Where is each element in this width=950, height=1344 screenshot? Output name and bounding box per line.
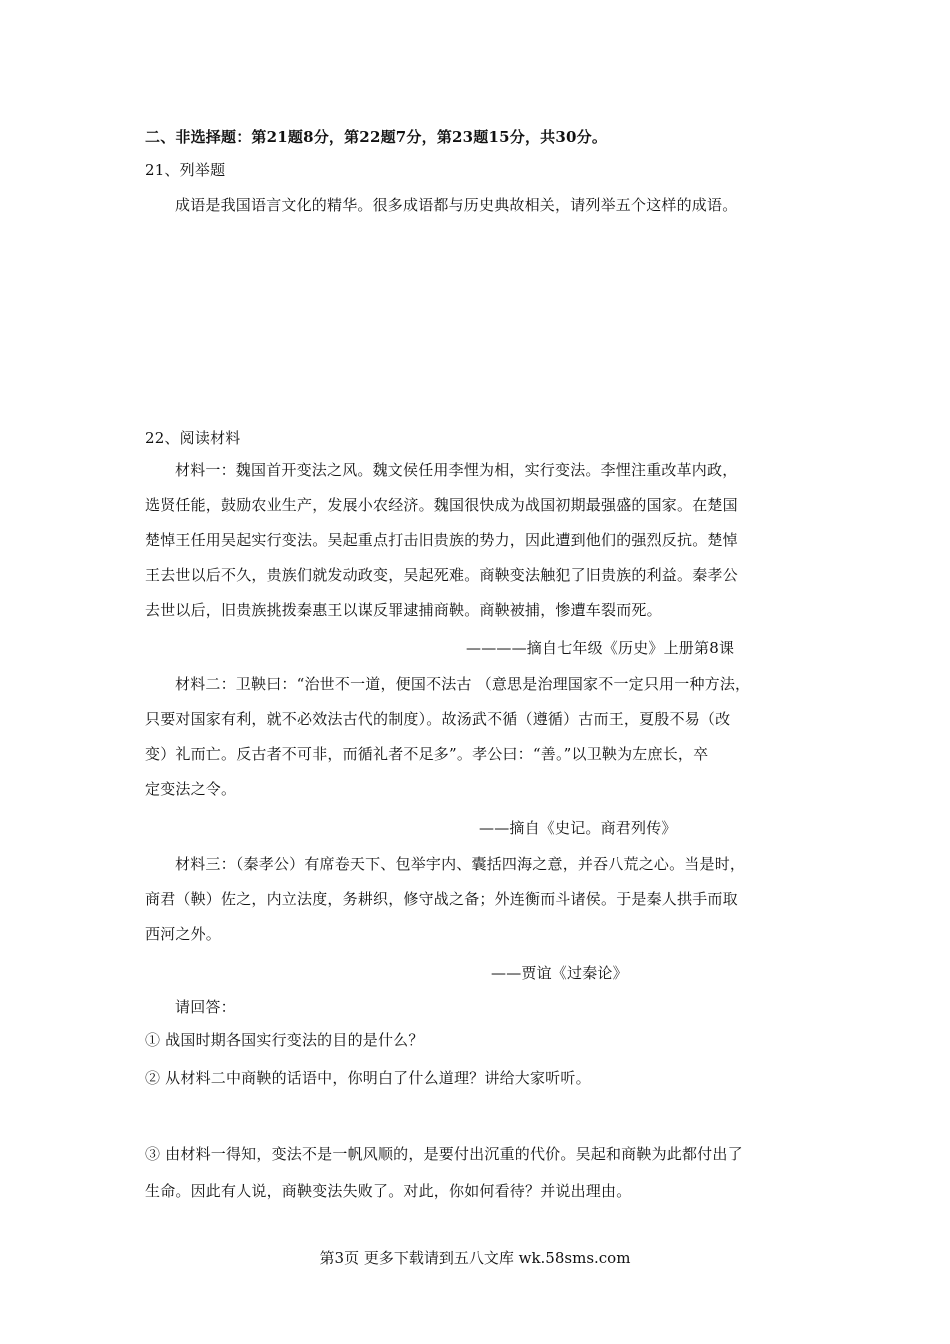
sub-question-3-cont: 生命。因此有人说，商鞅变法失败了。对此，你如何看待？并说出理由。 [145,1182,632,1200]
material-2-source: ——摘自《史记。商君列传》 [479,819,677,837]
material-1-line: 去世以后，旧贵族挑拨秦惠王以谋反罪逮捕商鞅。商鞅被捕，惨遭车裂而死。 [145,601,662,619]
page-footer: 第3页 更多下载请到五八文库 wk.58sms.com [319,1249,631,1267]
material-3-line: 西河之外。 [145,925,222,943]
sub-question-2: ② 从材料二中商鞅的话语中，你明白了什么道理？讲给大家听听。 [145,1069,591,1087]
material-1-line: 材料一：魏国首开变法之风。魏文侯任用李悝为相，实行变法。李悝注重改革内政， [175,461,738,479]
answer-prompt: 请回答： [175,998,236,1016]
material-3-source: ——贾谊《过秦论》 [491,964,628,982]
material-3-line: 商君（鞅）佐之，内立法度，务耕织，修守战之备；外连衡而斗诸侯。于是秦人拱手而取 [145,890,738,908]
material-1-source: ————摘自七年级《历史》上册第8课 [466,639,735,657]
material-2-line: 变）礼而亡。反古者不可非，而循礼者不足多”。孝公曰：“善。”以卫鞅为左庶长，卒 [145,745,709,763]
material-2-line: 只要对国家有利，就不必效法古代的制度）。故汤武不循（遵循）古而王，夏殷不易（改 [145,710,731,728]
material-1-line: 楚悼王任用吴起实行变法。吴起重点打击旧贵族的势力，因此遭到他们的强烈反抗。楚悼 [145,531,738,549]
material-2-line: 材料二：卫鞅曰：“治世不一道，便国不法古 （意思是治理国家不一定只用一种方法， [175,675,751,693]
section-title: 二、非选择题：第21题8分，第22题7分，第23题15分，共30分。 [145,128,608,146]
material-3-line: 材料三：（秦孝公）有席卷天下、包举宇内、囊括四海之意，并吞八荒之心。当是时， [175,855,746,873]
material-2-line: 定变法之令。 [145,780,237,798]
material-1-line: 选贤任能，鼓励农业生产，发展小农经济。魏国很快成为战国初期最强盛的国家。在楚国 [145,496,738,514]
material-1-line: 王去世以后不久，贵族们就发动政变，吴起死难。商鞅变法触犯了旧贵族的利益。秦孝公 [145,566,738,584]
question-21-prompt: 成语是我国语言文化的精华。很多成语都与历史典故相关，请列举五个这样的成语。 [175,196,738,214]
sub-question-1: ① 战国时期各国实行变法的目的是什么？ [145,1031,424,1049]
question-22-label: 22、阅读材料 [145,429,241,447]
question-21-label: 21、列举题 [145,161,226,179]
sub-question-3: ③ 由材料一得知，变法不是一帆风顺的，是要付出沉重的代价。吴起和商鞅为此都付出了 [145,1145,743,1163]
